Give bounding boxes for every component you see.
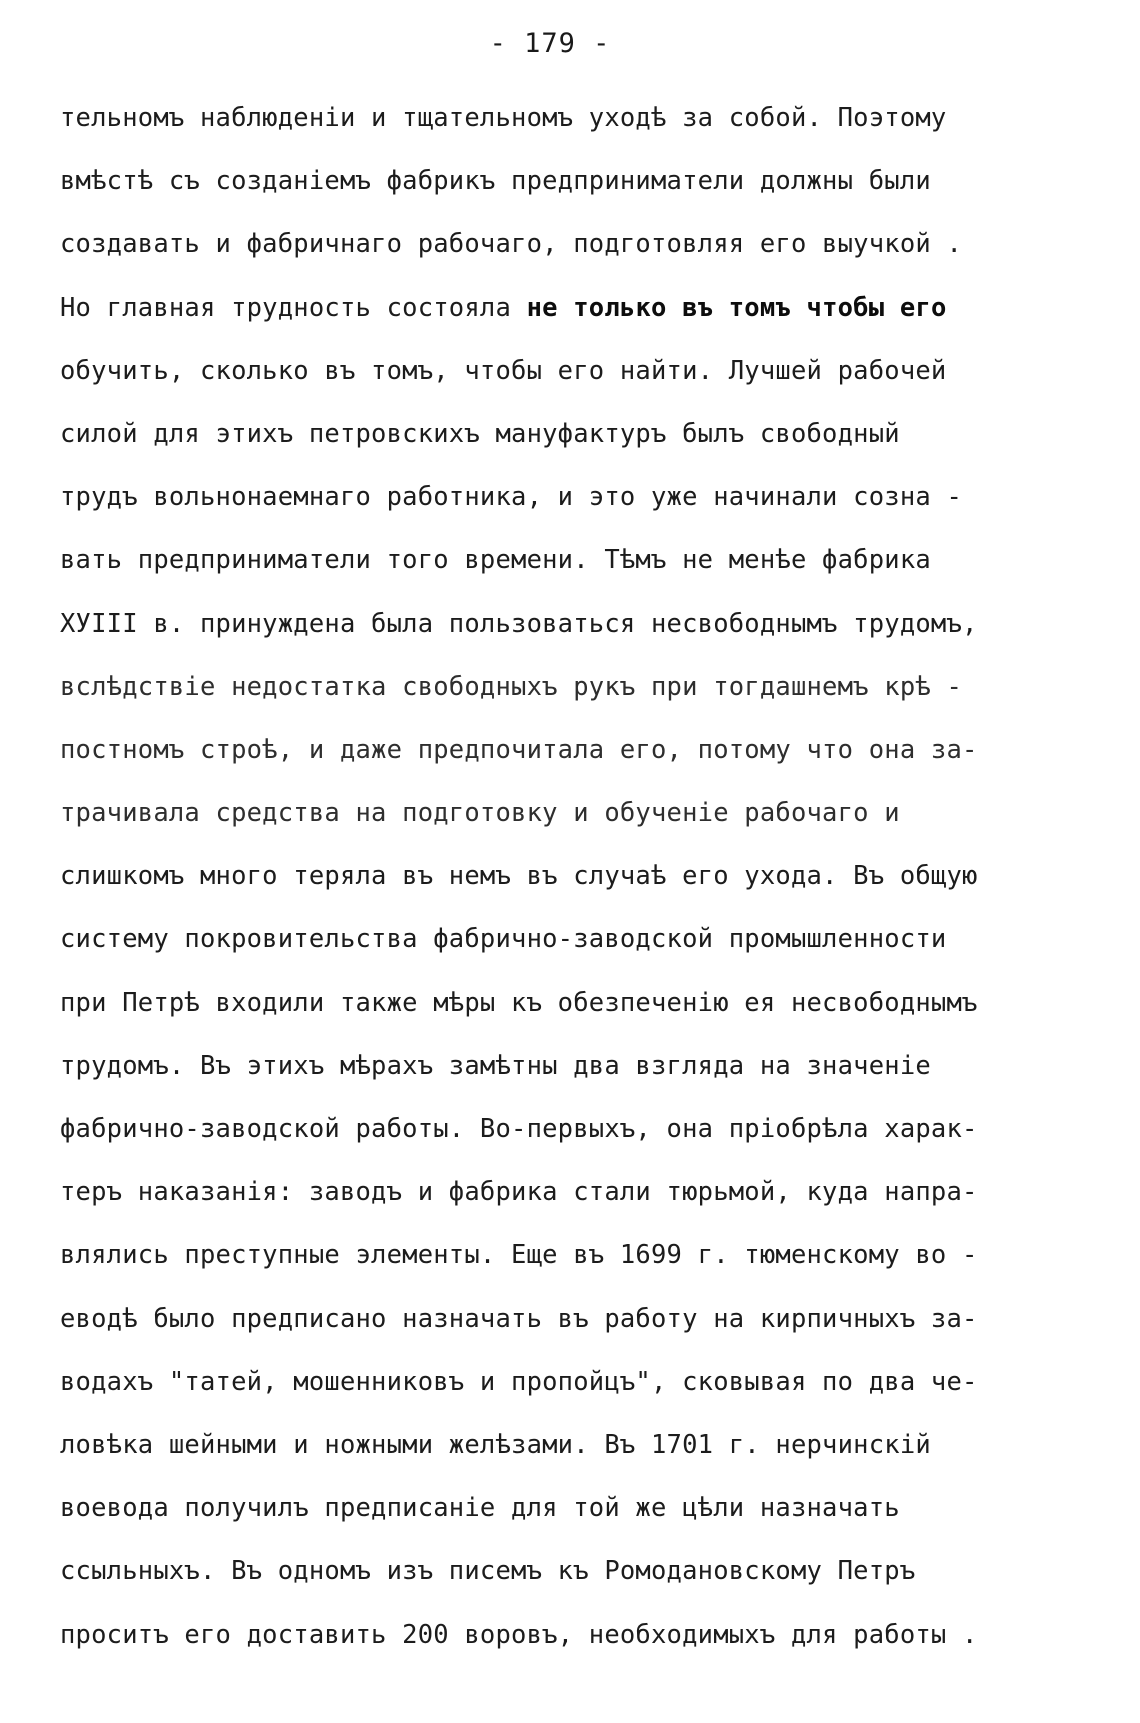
text-line: ссыльныхъ. Въ одномъ изъ писемъ къ Ромодановскому Петръ	[60, 1556, 916, 1587]
text-line-start: Но главная трудность состояла	[60, 292, 527, 323]
text-line: XУIII в. принуждена была пользоваться несвободнымъ трудомъ,	[60, 608, 978, 639]
text-line: фабрично-заводской работы. Во-первыхъ, она прiобрѣла харак-	[60, 1114, 978, 1144]
text-line: теръ наказанiя: заводъ и фабрика стали тюрьмой, куда напра-	[60, 1177, 978, 1208]
body-text	[60, 87, 1120, 1667]
text-line: ловѣка шейными и ножными желѣзами. Въ 1701 г. нерчинскiй	[60, 1429, 931, 1460]
text-line: систему покровительства фабрично-заводской промышленности	[60, 924, 947, 955]
text-line: тельномъ наблюденiи и тщательномъ уходѣ за собой. Поэтому	[60, 103, 947, 133]
text-line: постномъ строѣ, и даже предпочитала его, потому что она за-	[60, 734, 978, 765]
page-number: - 179 -	[489, 28, 611, 59]
text-line: трудъ вольнонаемнаго работника, и это уже начинали созна -	[60, 482, 963, 513]
text-line: вслѣдствiе недостатка свободныхъ рукъ при тогдашнемъ крѣ -	[60, 671, 963, 702]
text-line: вать предприниматели того времени. Тѣмъ не менѣе фабрика	[60, 545, 931, 576]
text-line: силой для этихъ петровскихъ мануфактуръ былъ свободный	[60, 418, 900, 449]
text-line: трудомъ. Въ этихъ мѣрахъ замѣтны два взгляда на значенiе	[60, 1050, 931, 1081]
text-line: при Петрѣ входили также мѣры къ обезпеченiю ея несвободнымъ	[60, 987, 978, 1018]
text-line: еводѣ было предписано назначать въ работу на кирпичныхъ за-	[60, 1303, 978, 1334]
text-line: проситъ его доставить 200 воровъ, необходимыхъ для работы .	[60, 1619, 978, 1650]
text-line: создавать и фабричнаго рабочаго, подготовляя его выучкой .	[60, 229, 963, 260]
text-line: слишкомъ много теряла въ немъ въ случаѣ его ухода. Въ общую	[60, 861, 978, 892]
text-line: вмѣстѣ съ созданiемъ фабрикъ предприниматели должны были	[60, 166, 931, 197]
text-line: трачивала средства на подготовку и обученiе рабочаго и	[60, 798, 900, 829]
text-line: водахъ "татей, мошенниковъ и пропойцъ", сковывая по два че-	[60, 1366, 978, 1397]
text-line-emphasis	[60, 277, 1120, 340]
text-line: влялись преступные элементы. Еще въ 1699 г. тюменскому во -	[60, 1240, 978, 1271]
text-line: воевода получилъ предписанiе для той же цѣли назначать	[60, 1493, 900, 1524]
text-line: обучить, сколько въ томъ, чтобы его найти. Лучшей рабочей	[60, 355, 947, 386]
emphasized-phrase: не только въ томъ чтобы его	[526, 292, 947, 323]
